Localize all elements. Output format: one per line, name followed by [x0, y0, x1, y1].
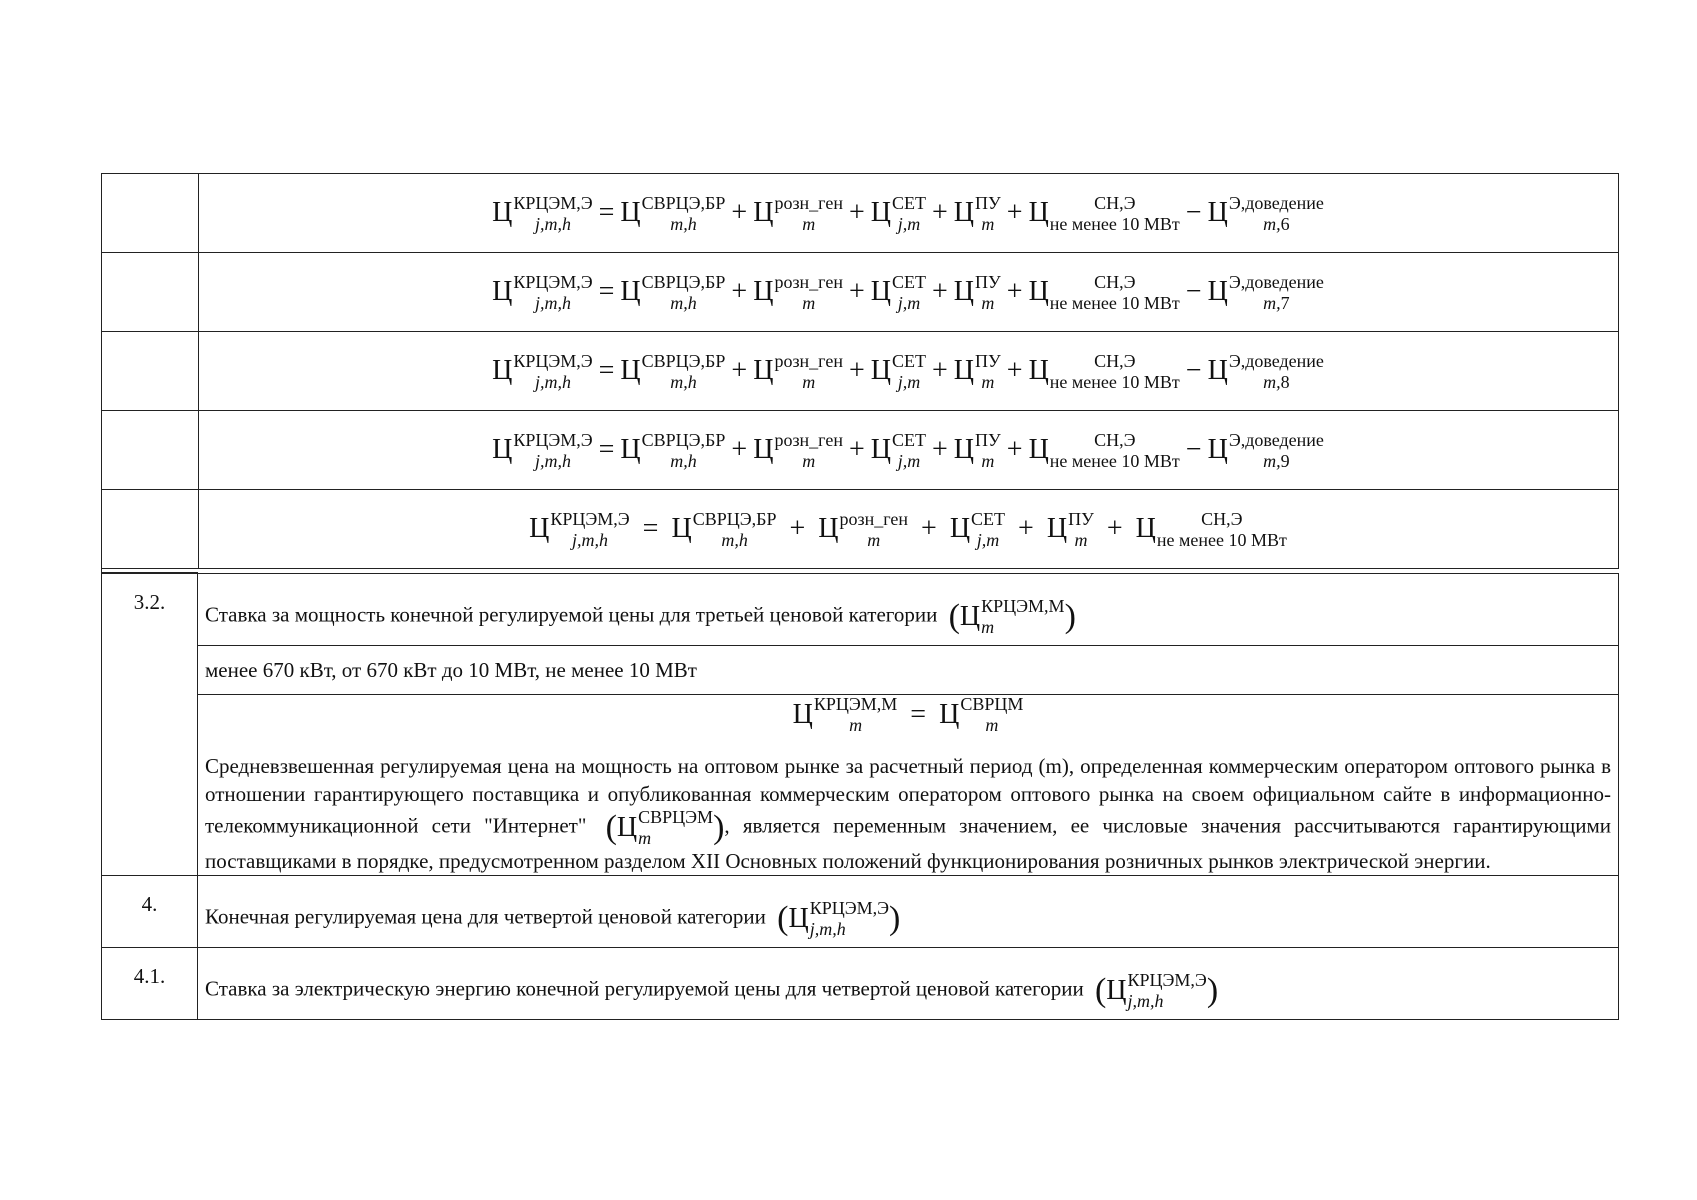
tariff-table	[101, 173, 1619, 569]
row-body	[198, 695, 1619, 876]
row-label: Конечная регулируемая цена для четвертой ценовой категории ( Ц КРЦЭМ,Э j,m,h )	[198, 876, 1619, 948]
row-sub-label: менее 670 кВт, от 670 кВт до 10 МВт, не менее 10 МВт	[198, 646, 1619, 695]
formula-krcem-m: Ц КРЦЭМ,М m = Ц СВРЦМ m	[792, 694, 1024, 735]
left-column-cell	[101, 173, 198, 573]
description-paragraph: Средневзвешенная регулируемая цена на мощность на оптовом рынке за расчетный период (m), определенная коммерческим оператором оптового рынка в отношении гарантирующего поставщика и опубликованная коммерческим оператором оптового рынка на своем официальном сайте в информационно-телекоммуникационной сети "Интернет" ( Ц СВРЦЭМ m ) , является переменным значением, ее числовые значения рассчитываются гарантирующими поставщиками в порядке, предусмотренном разделом XII Основных положений функционирования розничных рынков электрической энергии.	[205, 754, 1612, 873]
row-label: Ставка за электрическую энергию конечной регулируемой цены для четвертой ценовой категории ( Ц КРЦЭМ,Э j,m,h )	[198, 948, 1619, 1020]
symbol-krcem-e: ( Ц КРЦЭМ,Э j,m,h )	[777, 898, 901, 939]
symbol-krcem-e: ( Ц КРЦЭМ,Э j,m,h )	[1094, 970, 1219, 1011]
formula-row-base	[102, 490, 1619, 569]
symbol-svrcem: ( Ц СВРЦЭМ m )	[605, 807, 725, 848]
row-number: 3.2.	[102, 574, 198, 876]
row-4-1	[102, 948, 1619, 1020]
formula-base: Ц КРЦЭМ,Э j,m,h = Ц СВРЦЭ,БР m,h + Ц розн_ген m + Ц СЕТ j,m + Ц ПУ m + Ц СН,Э не менее 10 МВт	[529, 508, 1287, 550]
row-number: 4.	[102, 876, 198, 948]
formula-row	[102, 253, 1619, 332]
formula-cell	[102, 490, 1619, 569]
formula-cell	[102, 174, 1619, 253]
formula-cell	[102, 411, 1619, 490]
formula-cell	[102, 332, 1619, 411]
row-4	[102, 876, 1619, 948]
formula-with-reduction: Ц КРЦЭМ,Э j,m,h = Ц СВРЦЭ,БР m,h + Ц розн_ген m + Ц СЕТ j,m + Ц ПУ m + Ц СН,Э не менее 10 МВт − Ц Э,доведение m,7	[492, 271, 1324, 313]
row-label: Ставка за мощность конечной регулируемой цены для третьей ценовой категории ( Ц КРЦЭМ,М m )	[198, 574, 1619, 646]
formula-with-reduction: Ц КРЦЭМ,Э j,m,h = Ц СВРЦЭ,БР m,h + Ц розн_ген m + Ц СЕТ j,m + Ц ПУ m + Ц СН,Э не менее 10 МВт − Ц Э,доведение m,9	[492, 429, 1324, 471]
formula-with-reduction: Ц КРЦЭМ,Э j,m,h = Ц СВРЦЭ,БР m,h + Ц розн_ген m + Ц СЕТ j,m + Ц ПУ m + Ц СН,Э не менее 10 МВт − Ц Э,доведение m,6	[492, 192, 1324, 234]
formula-rows	[102, 174, 1619, 490]
formula-cell	[102, 253, 1619, 332]
formula-row	[102, 332, 1619, 411]
symbol-krcem-m: ( Ц КРЦЭМ,М m )	[948, 596, 1076, 637]
row-number: 4.1.	[102, 948, 198, 1020]
tariff-table-lower	[101, 573, 1619, 1020]
row-3-2-body	[102, 695, 1619, 876]
formula-row	[102, 411, 1619, 490]
row-3-2-sub	[102, 646, 1619, 695]
row-3-2-header	[102, 574, 1619, 646]
formula-with-reduction: Ц КРЦЭМ,Э j,m,h = Ц СВРЦЭ,БР m,h + Ц розн_ген m + Ц СЕТ j,m + Ц ПУ m + Ц СН,Э не менее 10 МВт − Ц Э,доведение m,8	[492, 350, 1324, 392]
formula-row	[102, 174, 1619, 253]
